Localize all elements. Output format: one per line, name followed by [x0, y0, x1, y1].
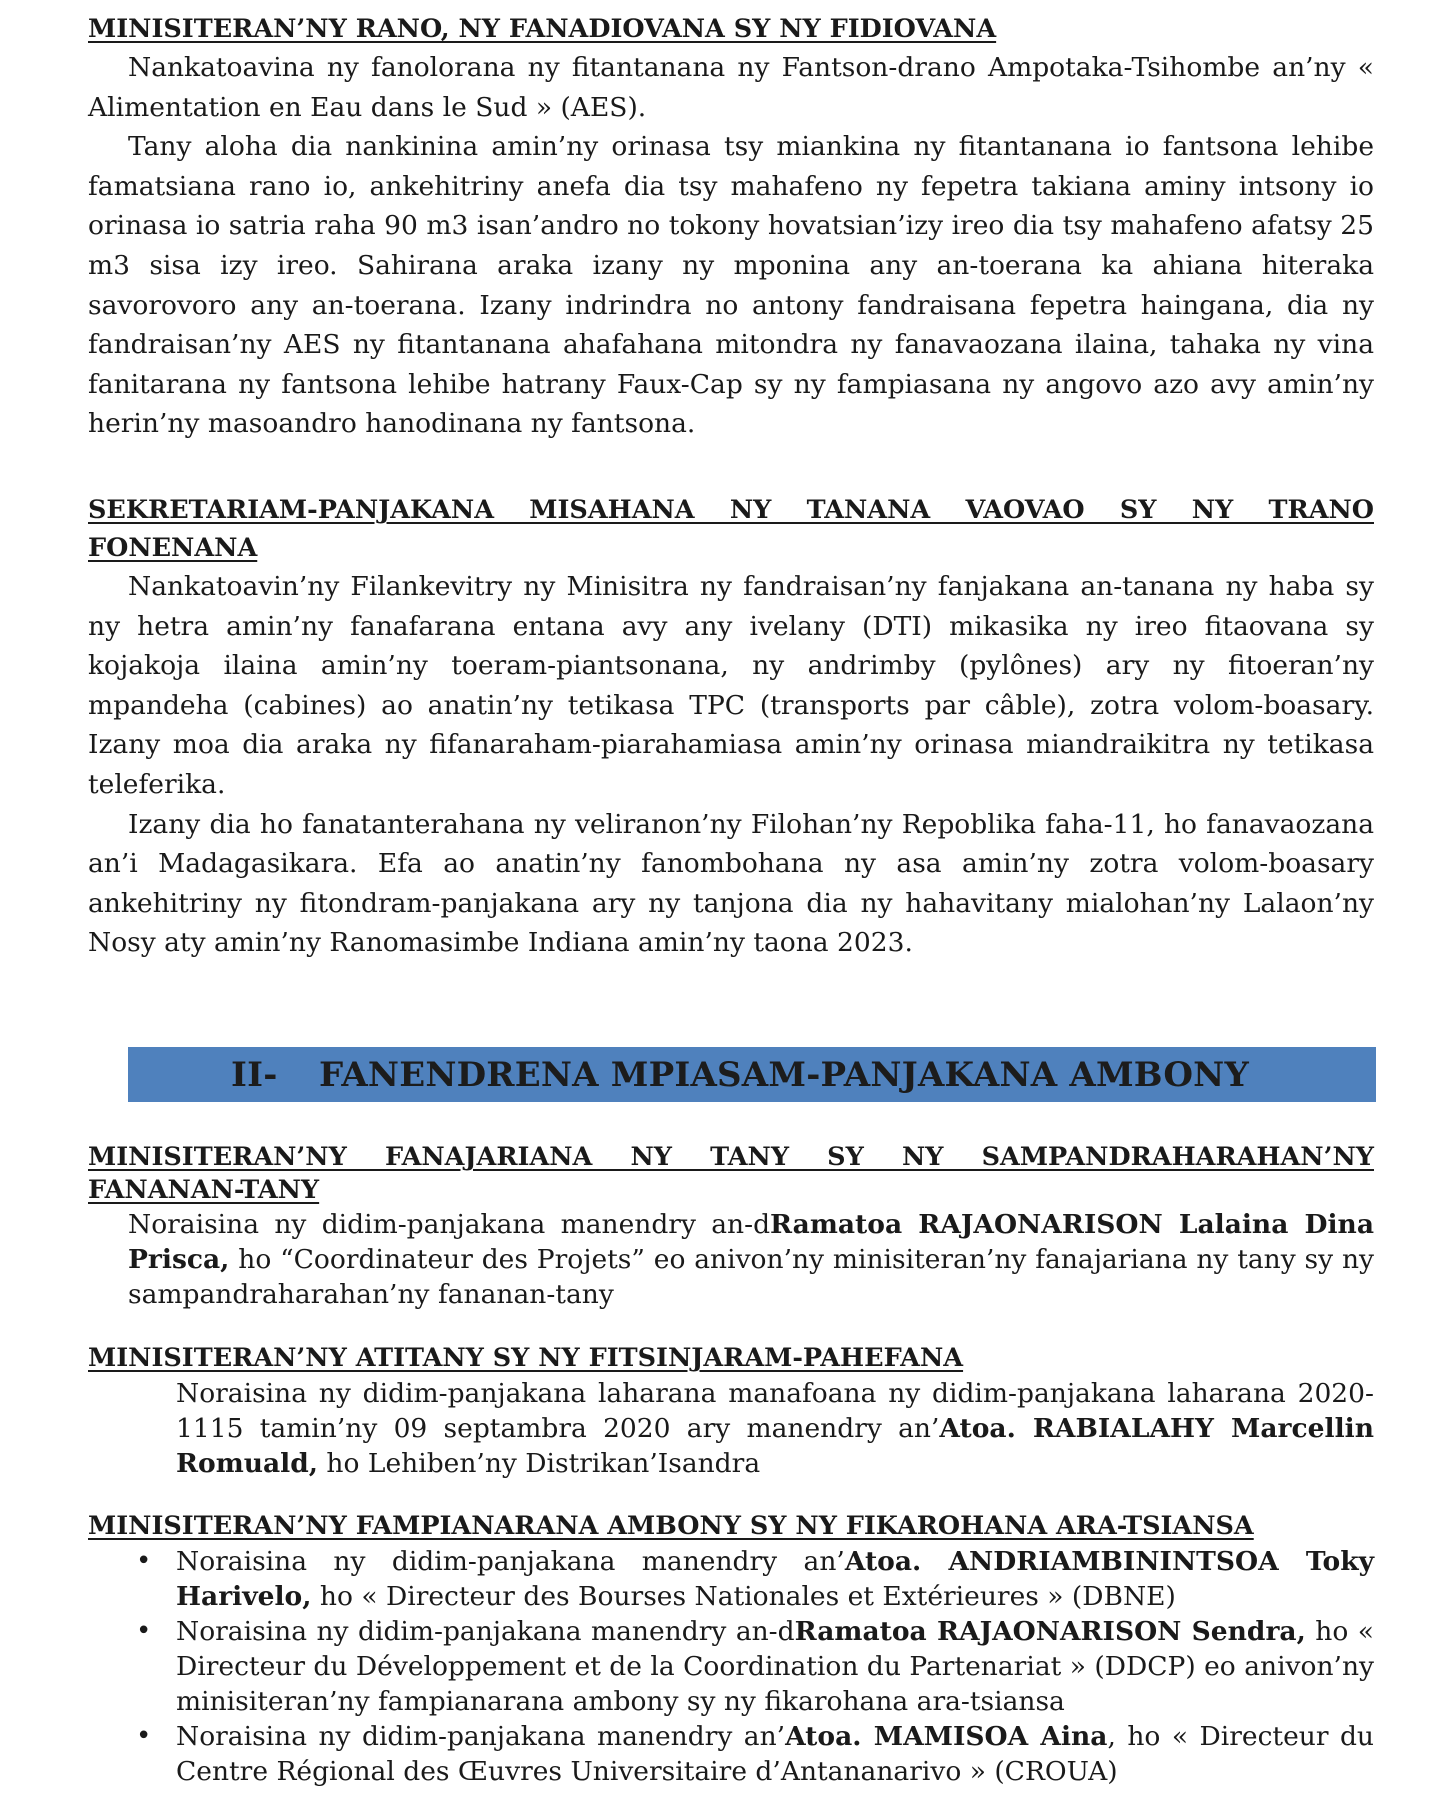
section-heading: MINISITERAN’NY FANAJARIANA NY TANY SY NY SAMPANDRAHARAHAN’NY: [88, 1142, 1374, 1172]
section-rano: [88, 10, 1374, 444]
section-heading: SEKRETARIAM-PANJAKANA MISAHANA NY TANANA VAOVAO SY NY TRANO: [88, 495, 1374, 525]
list-item: • Noraisina ny didim-panjakana manendry an-dRamatoa RAJAONARISON Sendra, ho « Directeur du Développement et de la Coordination du Partenariat » (DDCP) eo anivon’ny minisiteran’ny fampianarana ambony sy ny fikarohana ara-tsiansa: [136, 1616, 1374, 1717]
appointee-name: Atoa. MAMISOA Aina: [785, 1721, 1108, 1752]
section-heading-continued: FONENANA: [88, 533, 258, 563]
paragraph: Noraisina ny didim-panjakana manendry an-dRamatoa RAJAONARISON Lalaina Dina Prisca, ho “Coordinateur des Projets” eo anivon’ny minisiteran’ny fanajariana ny tany sy ny sampandraharahan’ny fananan-tany: [128, 1209, 1374, 1310]
appointee-name: Ramatoa RAJAONARISON Lalaina Dina Prisca,: [128, 1209, 1374, 1275]
section-fanajariana-tany: [88, 1141, 1374, 1312]
paragraph: Tany aloha dia nankinina amin’ny orinasa tsy miankina ny fitantanana io fantsona lehibe famatsiana rano io, ankehitriny anefa dia tsy mahafeno ny fepetra takiana aminy intsony io orinasa io satria raha 90 m3 isan’andro no tokony hovatsian’izy ireo dia tsy mahafeno afatsy 25 m3 sisa izy ireo. Sahirana araka izany ny mponina any an-toerana ka ahiana hiteraka savorovoro any an-toerana. Izany indrindra no antony fandraisana fepetra haingana, dia ny fandraisan’ny AES ny fitantanana ahafahana mitondra ny fanavaozana ilaina, tahaka ny vina fanitarana ny fantsona lehibe hatrany Faux-Cap sy ny fampiasana ny angovo azo avy amin’ny herin’ny masoandro hanodinana ny fantsona.: [88, 131, 1374, 440]
paragraph: Nankatoavin’ny Filankevitry ny Minisitra ny fandraisan’ny fanjakana an-tanana ny haba sy ny hetra amin’ny fanafarana entana avy any ivelany (DTI) mikasika ny ireo fitaovana sy kojakoja ilaina amin’ny toeram-piantsonana, ny andrimby (pylônes) ary ny fitoeran’ny mpandeha (cabines) ao anatin’ny tetikasa TPC (transports par câble), zotra volom-boasary. Izany moa dia araka ny fifanaraham-piarahamiasa amin’ny orinasa miandraikitra ny tetikasa teleferika.: [88, 571, 1374, 800]
section-heading: MINISITERAN’NY ATITANY SY NY FITSINJARAM-PAHEFANA: [88, 1343, 964, 1373]
section-heading: MINISITERAN’NY FAMPIANARANA AMBONY SY NY FIKAROHANA ARA-TSIANSA: [88, 1511, 1254, 1541]
paragraph: Izany dia ho fanatanterahana ny veliranon’ny Filohan’ny Repoblika faha-11, ho fanavaozana an’i Madagasikara. Efa ao anatin’ny fanombohana ny asa amin’ny zotra volom-boasary ankehitriny ny fitondram-panjakana ary ny tanjona dia ny hahavitany mialohan’ny Lalaon’ny Nosy aty amin’ny Ranomasimbe Indiana amin’ny taona 2023.: [88, 808, 1374, 959]
appointment-list: [88, 1544, 1374, 1789]
bullet-icon: •: [136, 1616, 152, 1646]
list-item: • Noraisina ny didim-panjakana manendry an’Atoa. MAMISOA Aina, ho « Directeur du Centre Régional des Œuvres Universitaire d’Antananarivo » (CROUA): [136, 1721, 1374, 1787]
appointee-name: Ramatoa RAJAONARISON Sendra,: [794, 1616, 1306, 1647]
section-atitany: [88, 1340, 1374, 1481]
section-heading-continued: FANANAN-TANY: [88, 1175, 320, 1205]
section-fampianarana-ambony: [88, 1508, 1374, 1789]
appointee-name: Atoa. ANDRIAMBININTSOA Toky Harivelo,: [176, 1546, 1374, 1612]
appointee-name: Atoa. RABIALAHY Marcellin Romuald,: [176, 1413, 1374, 1479]
section-heading: MINISITERAN’NY RANO, NY FANADIOVANA SY NY FIDIOVANA: [88, 14, 997, 44]
bullet-icon: •: [136, 1546, 152, 1576]
bullet-icon: •: [136, 1721, 152, 1751]
banner-number: II-: [231, 1054, 278, 1095]
section-tanana-vaovao: [88, 491, 1374, 963]
paragraph: Noraisina ny didim-panjakana laharana manafoana ny didim-panjakana laharana 2020-1115 tamin’ny 09 septambra 2020 ary manendry an’Atoa. RABIALAHY Marcellin Romuald, ho Lehiben’ny Distrikan’Isandra: [176, 1378, 1374, 1479]
paragraph: Nankatoavina ny fanolorana ny fitantanana ny Fantson-drano Ampotaka-Tsihombe an’ny « Alimentation en Eau dans le Sud » (AES).: [88, 52, 1374, 123]
banner-title: FANENDRENA MPIASAM-PANJAKANA AMBONY: [319, 1054, 1249, 1095]
section-banner: [128, 1047, 1376, 1102]
list-item: • Noraisina ny didim-panjakana manendry an’Atoa. ANDRIAMBININTSOA Toky Harivelo, ho « Directeur des Bourses Nationales et Extérieures » (DBNE): [136, 1546, 1374, 1612]
